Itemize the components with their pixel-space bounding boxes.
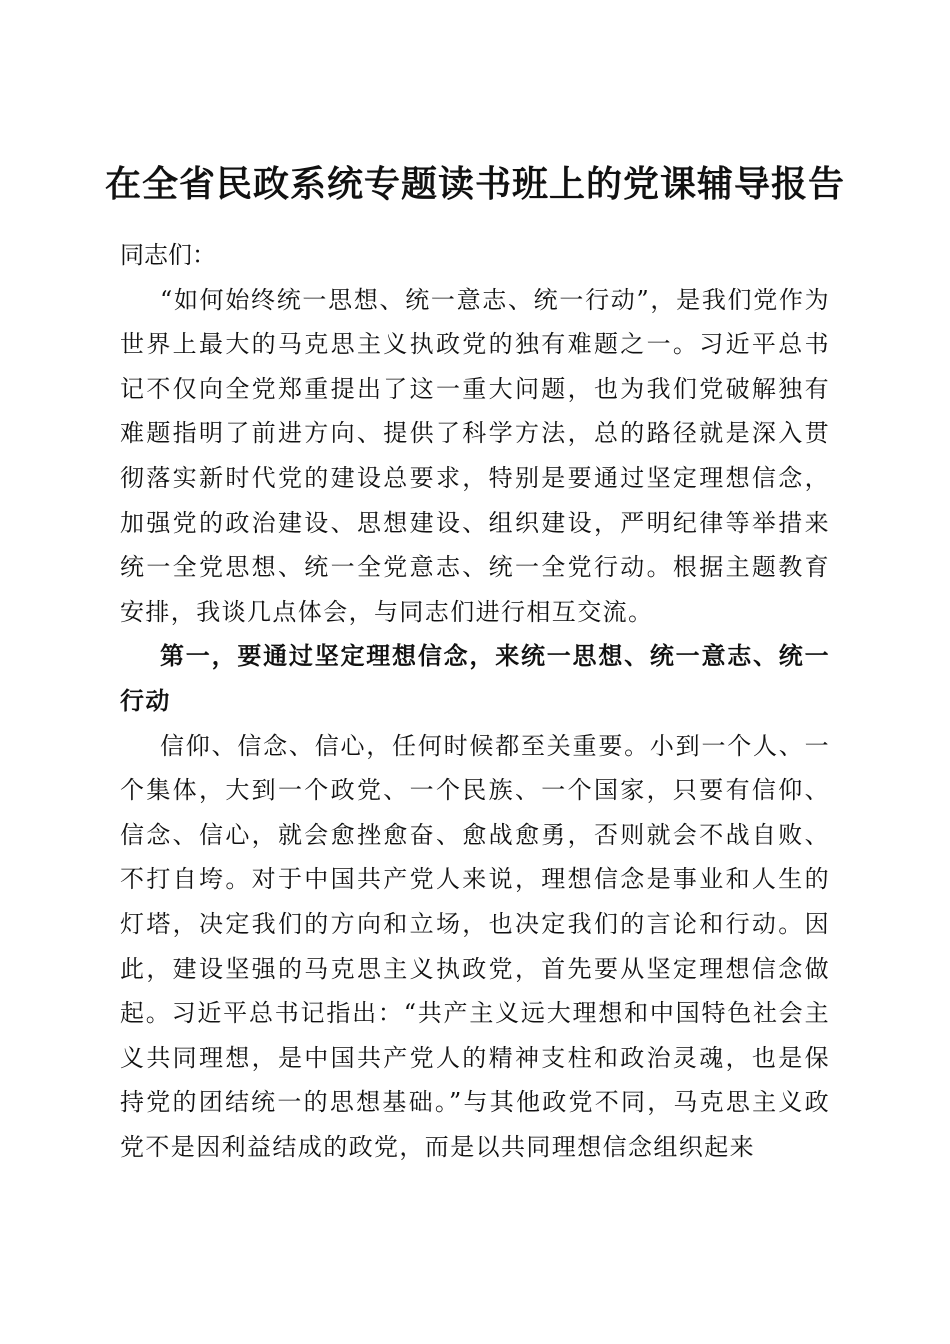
intro-paragraph: “如何始终统一思想、统一意志、统一行动”，是我们党作为世界上最大的马克思主义执政党的独有难题之一。习近平总书记不仅向全党郑重提出了这一重大问题，也为我们党破解独有难题指明了前进方向、提供了科学方法，总的路径就是深入贯彻落实新时代党的建设总要求，特别是要通过坚定理想信念，加强党的政治建设、思想建设、组织建设，严明纪律等举措来统一全党思想、统一全党意志、统一全党行动。根据主题教育安排，我谈几点体会，与同志们进行相互交流。 [120,285,830,626]
document-body [120,233,830,1169]
document-title: 在全省民政系统专题读书班上的党课辅导报告 [104,163,845,206]
greeting: 同志们： [120,241,216,269]
section-1-paragraph: 信仰、信念、信心，任何时候都至关重要。小到一个人、一个集体，大到一个政党、一个民族、一个国家，只要有信仰、信念、信心，就会愈挫愈奋、愈战愈勇，否则就会不战自败、不打自垮。对于中国共产党人来说，理想信念是事业和人生的灯塔，决定我们的方向和立场，也决定我们的言论和行动。因此，建设坚强的马克思主义执政党，首先要从坚定理想信念做起。习近平总书记指出：“共产主义远大理想和中国特色社会主义共同理想，是中国共产党人的精神支柱和政治灵魂，也是保持党的团结统一的思想基础。”与其他政党不同，马克思主义政党不是因利益结成的政党，而是以共同理想信念组织起来 [120,731,830,1161]
section-1-heading: 第一，要通过坚定理想信念，来统一思想、统一意志、统一行动 [120,641,830,715]
